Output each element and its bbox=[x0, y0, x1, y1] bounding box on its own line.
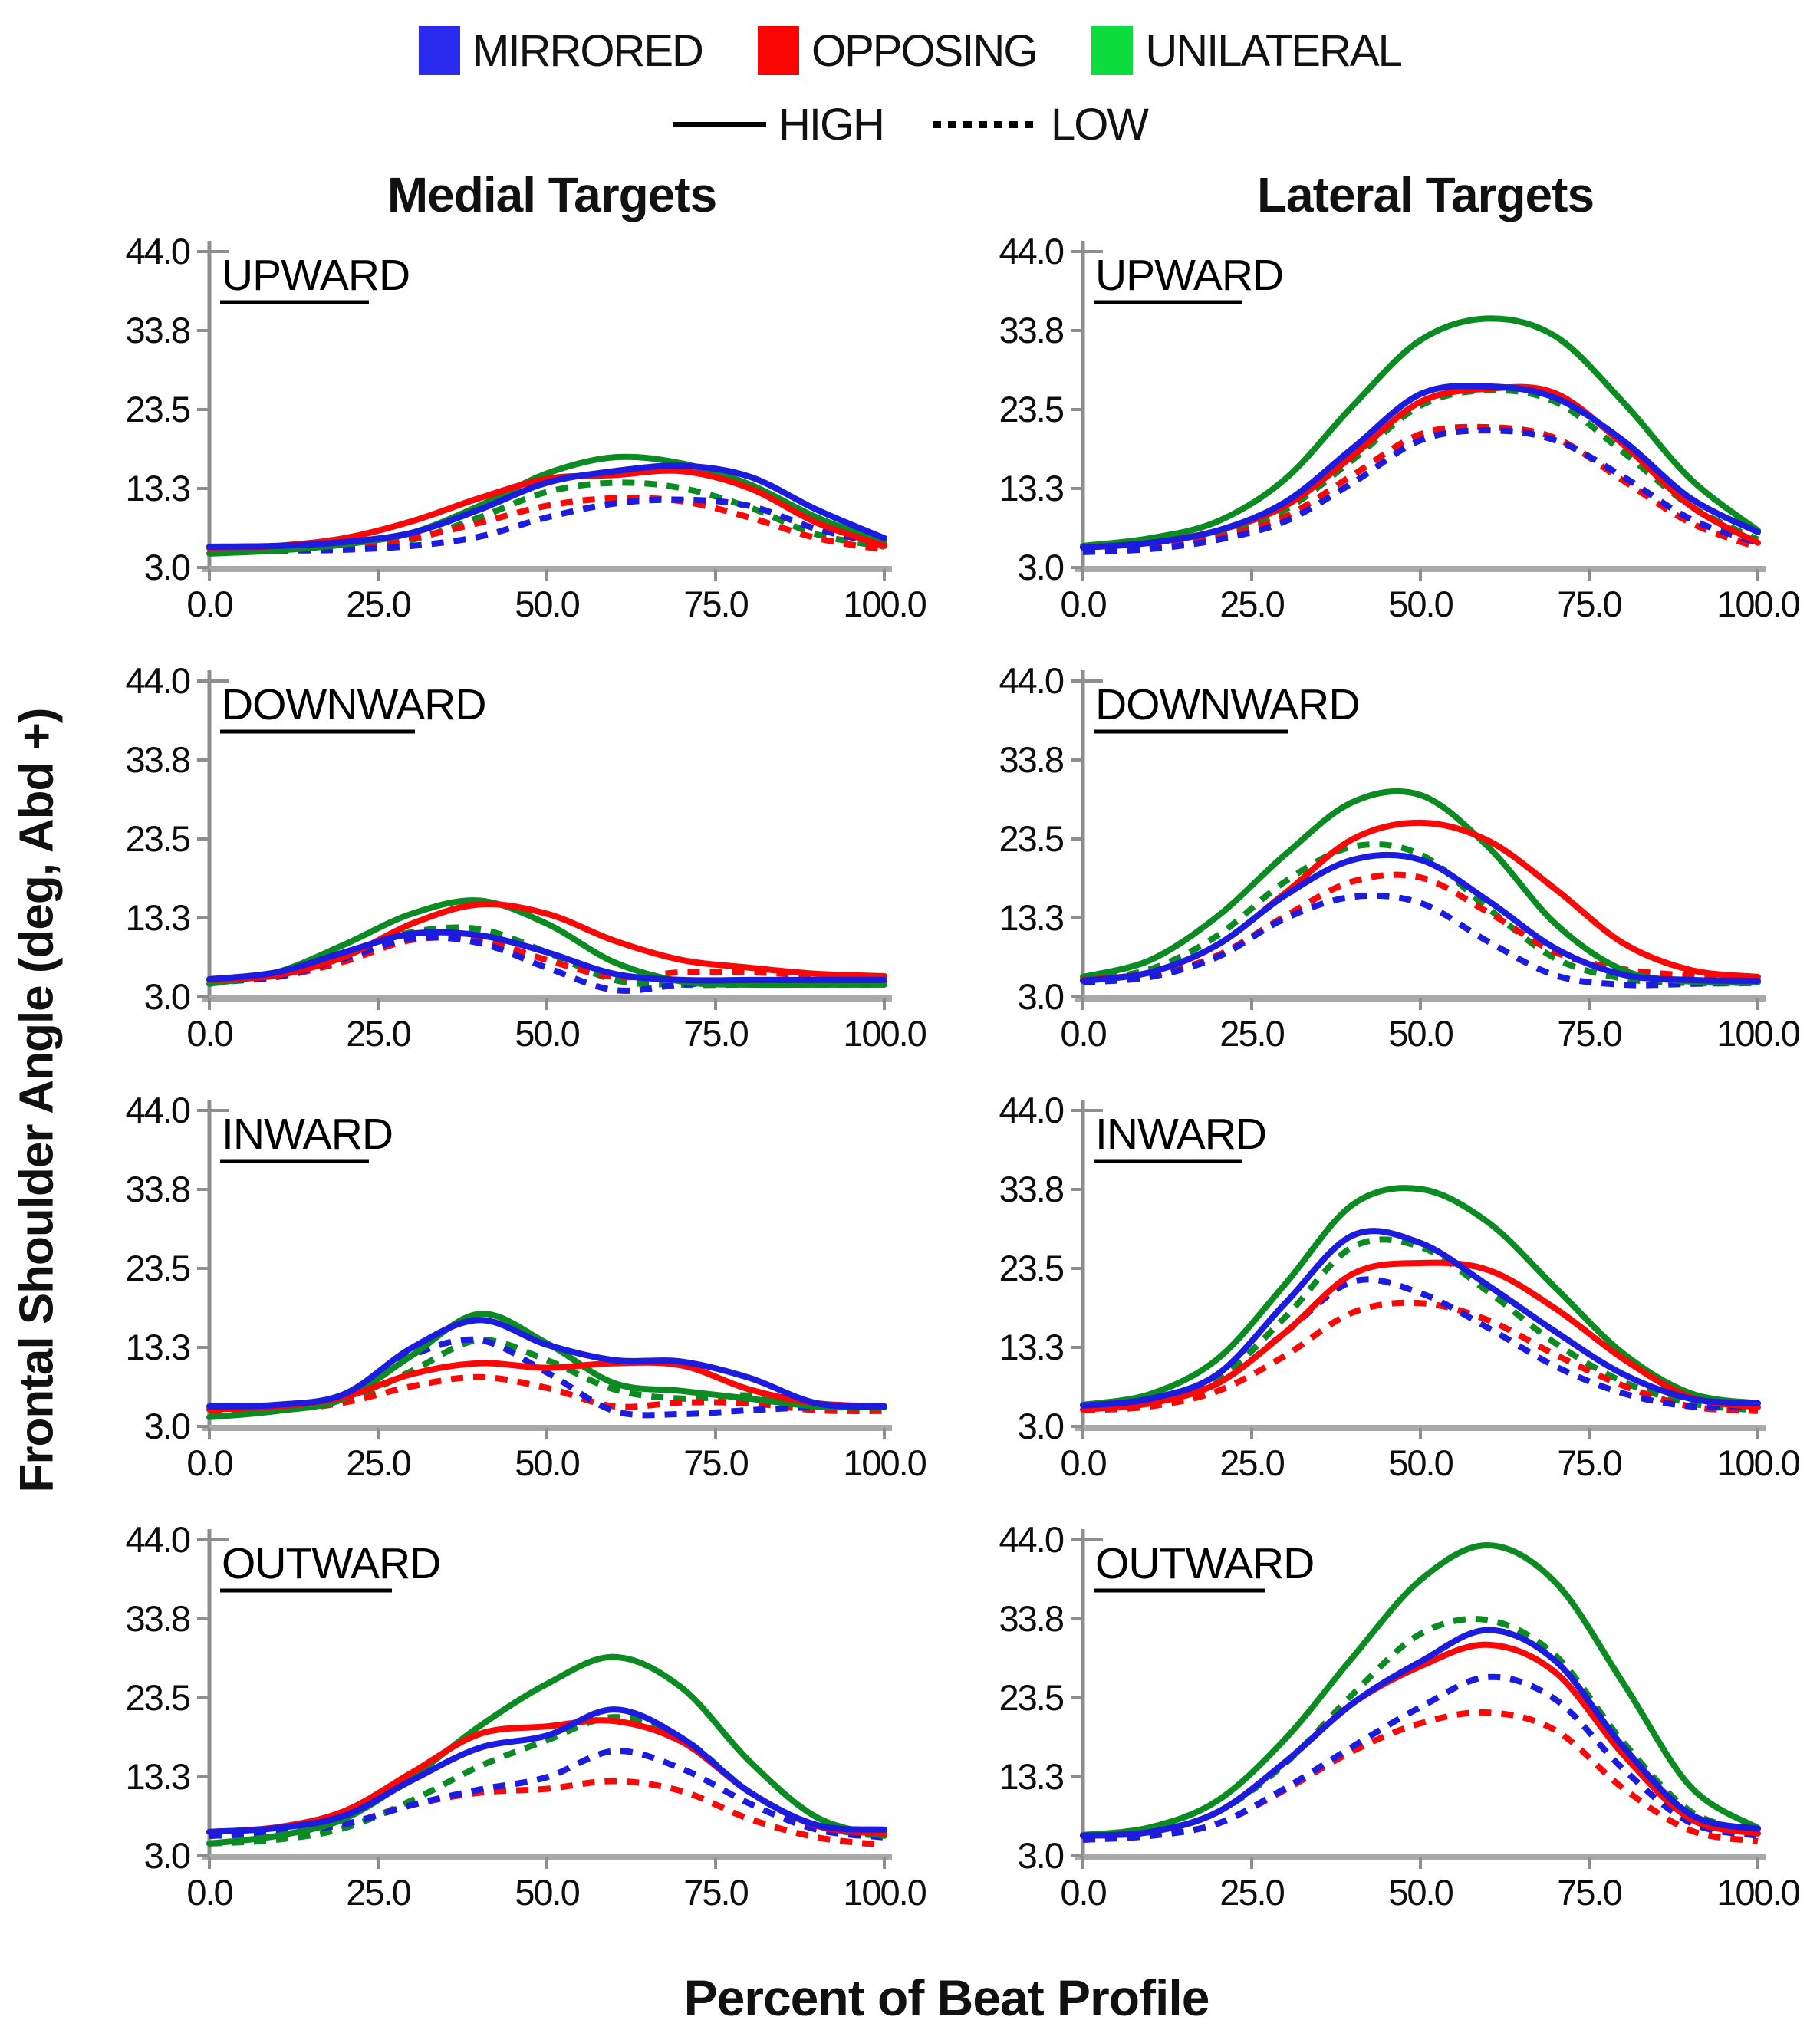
chart-medial-inward bbox=[73, 1091, 946, 1520]
unilateral-swatch-icon bbox=[1091, 26, 1133, 75]
x-tick-label: 25.0 bbox=[346, 584, 410, 624]
y-tick-label: 33.8 bbox=[999, 1598, 1063, 1639]
x-tick-label: 25.0 bbox=[346, 1013, 410, 1054]
panel-title: DOWNWARD bbox=[222, 680, 486, 729]
y-tick-label: 44.0 bbox=[999, 1091, 1063, 1130]
chart-medial-downward bbox=[73, 661, 946, 1091]
x-tick-label: 0.0 bbox=[1060, 1872, 1106, 1913]
chart-svg bbox=[73, 232, 946, 661]
mirrored-swatch-icon bbox=[419, 26, 460, 75]
y-tick-label: 44.0 bbox=[999, 232, 1063, 271]
x-tick-label: 0.0 bbox=[186, 1872, 232, 1913]
chart-svg bbox=[946, 1091, 1820, 1520]
series-opposing-high bbox=[1083, 823, 1758, 980]
y-tick-label: 33.8 bbox=[999, 739, 1063, 780]
y-axis-label-column bbox=[0, 232, 73, 1969]
legend-item-mirrored bbox=[419, 25, 703, 77]
x-tick-label: 0.0 bbox=[186, 1013, 232, 1054]
x-tick-label: 100.0 bbox=[1716, 1872, 1799, 1913]
legend-label-mirrored: MIRRORED bbox=[472, 25, 703, 76]
chart-svg bbox=[73, 1520, 946, 1949]
y-tick-label: 23.5 bbox=[999, 1248, 1063, 1288]
y-tick-label: 3.0 bbox=[143, 1406, 189, 1446]
x-tick-label: 100.0 bbox=[843, 1013, 926, 1054]
y-tick-label: 23.5 bbox=[125, 1248, 189, 1288]
y-tick-label: 23.5 bbox=[999, 818, 1063, 859]
y-tick-label: 44.0 bbox=[125, 1520, 189, 1560]
x-tick-label: 50.0 bbox=[515, 584, 579, 624]
x-tick-label: 50.0 bbox=[1388, 1013, 1453, 1054]
y-tick-label: 44.0 bbox=[999, 661, 1063, 701]
x-tick-label: 100.0 bbox=[843, 1443, 926, 1483]
x-tick-label: 0.0 bbox=[1060, 1443, 1106, 1483]
x-tick-label: 50.0 bbox=[1388, 584, 1453, 624]
series-unilateral-high bbox=[209, 1657, 884, 1844]
y-tick-label: 3.0 bbox=[1017, 547, 1063, 587]
y-tick-label: 23.5 bbox=[125, 818, 189, 859]
y-tick-label: 3.0 bbox=[143, 547, 189, 587]
chart-lateral-downward bbox=[946, 661, 1820, 1091]
x-tick-label: 50.0 bbox=[1388, 1443, 1453, 1483]
panel-title: INWARD bbox=[222, 1110, 393, 1159]
x-tick-label: 75.0 bbox=[1557, 1872, 1621, 1913]
chart-lateral-upward bbox=[946, 232, 1820, 661]
x-tick-label: 25.0 bbox=[346, 1872, 410, 1913]
x-tick-label: 0.0 bbox=[1060, 584, 1106, 624]
y-tick-label: 13.3 bbox=[999, 1756, 1063, 1797]
y-tick-label: 13.3 bbox=[125, 897, 189, 938]
y-tick-label: 23.5 bbox=[125, 389, 189, 429]
x-tick-label: 50.0 bbox=[515, 1013, 579, 1054]
chart-grid-area bbox=[0, 232, 1820, 1969]
y-axis-label: Frontal Shoulder Angle (deg, Abd +) bbox=[10, 708, 63, 1492]
y-tick-label: 13.3 bbox=[999, 1327, 1063, 1367]
x-tick-label: 0.0 bbox=[186, 1443, 232, 1483]
y-tick-label: 44.0 bbox=[125, 232, 189, 271]
series-unilateral-high bbox=[1083, 1188, 1758, 1405]
x-tick-label: 100.0 bbox=[843, 1872, 926, 1913]
x-tick-label: 0.0 bbox=[1060, 1013, 1106, 1054]
panel-title: OUTWARD bbox=[222, 1539, 441, 1588]
chart-medial-upward bbox=[73, 232, 946, 661]
y-tick-label: 13.3 bbox=[125, 1327, 189, 1367]
column-headers bbox=[73, 158, 1820, 232]
y-tick-label: 13.3 bbox=[999, 468, 1063, 508]
chart-lateral-outward bbox=[946, 1520, 1820, 1949]
x-tick-label: 50.0 bbox=[515, 1443, 579, 1483]
x-tick-label: 75.0 bbox=[683, 1013, 748, 1054]
y-tick-label: 13.3 bbox=[999, 897, 1063, 938]
y-tick-label: 33.8 bbox=[125, 1598, 189, 1639]
chart-svg bbox=[946, 232, 1820, 661]
y-tick-label: 33.8 bbox=[999, 1169, 1063, 1209]
x-tick-label: 100.0 bbox=[1716, 584, 1799, 624]
x-tick-label: 100.0 bbox=[1716, 1013, 1799, 1054]
x-tick-label: 25.0 bbox=[1219, 584, 1284, 624]
x-tick-label: 0.0 bbox=[186, 584, 232, 624]
y-tick-label: 3.0 bbox=[1017, 976, 1063, 1017]
chart-medial-outward bbox=[73, 1520, 946, 1949]
panel-title: OUTWARD bbox=[1095, 1539, 1315, 1588]
x-tick-label: 25.0 bbox=[1219, 1013, 1284, 1054]
y-tick-label: 3.0 bbox=[143, 976, 189, 1017]
y-tick-label: 13.3 bbox=[125, 1756, 189, 1797]
x-tick-label: 75.0 bbox=[1557, 1443, 1621, 1483]
x-tick-label: 25.0 bbox=[346, 1443, 410, 1483]
legend-label-unilateral: UNILATERAL bbox=[1145, 25, 1401, 76]
chart-grid bbox=[73, 232, 1820, 1969]
solid-line-icon bbox=[673, 122, 766, 127]
column-title-medial: Medial Targets bbox=[387, 167, 717, 222]
opposing-swatch-icon bbox=[758, 26, 799, 75]
y-tick-label: 44.0 bbox=[999, 1520, 1063, 1560]
x-tick-label: 100.0 bbox=[843, 584, 926, 624]
x-tick-label: 50.0 bbox=[515, 1872, 579, 1913]
chart-lateral-inward bbox=[946, 1091, 1820, 1520]
x-tick-label: 50.0 bbox=[1388, 1872, 1453, 1913]
chart-svg bbox=[73, 1091, 946, 1520]
column-title-lateral: Lateral Targets bbox=[1256, 167, 1595, 222]
y-tick-label: 33.8 bbox=[999, 310, 1063, 350]
x-tick-label: 75.0 bbox=[683, 1872, 748, 1913]
x-tick-label: 75.0 bbox=[683, 584, 748, 624]
chart-svg bbox=[946, 1520, 1820, 1949]
y-tick-label: 23.5 bbox=[125, 1677, 189, 1718]
x-tick-label: 75.0 bbox=[683, 1443, 748, 1483]
y-tick-label: 3.0 bbox=[143, 1835, 189, 1876]
legend-series-row bbox=[0, 11, 1820, 90]
x-tick-label: 75.0 bbox=[1557, 584, 1621, 624]
series-opposing-high bbox=[209, 904, 884, 980]
legend-label-high: HIGH bbox=[778, 99, 884, 150]
x-tick-label: 75.0 bbox=[1557, 1013, 1621, 1054]
x-tick-label: 25.0 bbox=[1219, 1443, 1284, 1483]
legend-label-low: LOW bbox=[1050, 99, 1148, 150]
x-tick-label: 100.0 bbox=[1716, 1443, 1799, 1483]
legend-label-opposing: OPPOSING bbox=[811, 25, 1037, 76]
y-tick-label: 33.8 bbox=[125, 310, 189, 350]
panel-title: DOWNWARD bbox=[1095, 680, 1360, 729]
panel-title: UPWARD bbox=[222, 251, 410, 300]
legend-item-high bbox=[673, 99, 884, 150]
series-mirrored-high bbox=[1083, 386, 1758, 548]
y-tick-label: 3.0 bbox=[1017, 1835, 1063, 1876]
legend-item-unilateral bbox=[1091, 25, 1400, 77]
x-tick-label: 25.0 bbox=[1219, 1872, 1284, 1913]
y-tick-label: 33.8 bbox=[125, 739, 189, 780]
chart-svg bbox=[946, 661, 1820, 1091]
legend-item-opposing bbox=[758, 25, 1036, 77]
legend-item-low bbox=[933, 99, 1147, 150]
y-tick-label: 44.0 bbox=[125, 1091, 189, 1130]
y-tick-label: 13.3 bbox=[125, 468, 189, 508]
y-tick-label: 23.5 bbox=[999, 389, 1063, 429]
y-tick-label: 3.0 bbox=[1017, 1406, 1063, 1446]
panel-title: INWARD bbox=[1095, 1110, 1267, 1159]
x-axis-label: Percent of Beat Profile bbox=[683, 1969, 1209, 2026]
y-tick-label: 23.5 bbox=[999, 1677, 1063, 1718]
chart-svg bbox=[73, 661, 946, 1091]
y-tick-label: 44.0 bbox=[125, 661, 189, 701]
legend-level-row bbox=[0, 90, 1820, 158]
y-tick-label: 33.8 bbox=[125, 1169, 189, 1209]
series-unilateral-low bbox=[1083, 1619, 1758, 1839]
dashed-line-icon bbox=[933, 121, 1038, 128]
panel-title: UPWARD bbox=[1095, 251, 1284, 300]
